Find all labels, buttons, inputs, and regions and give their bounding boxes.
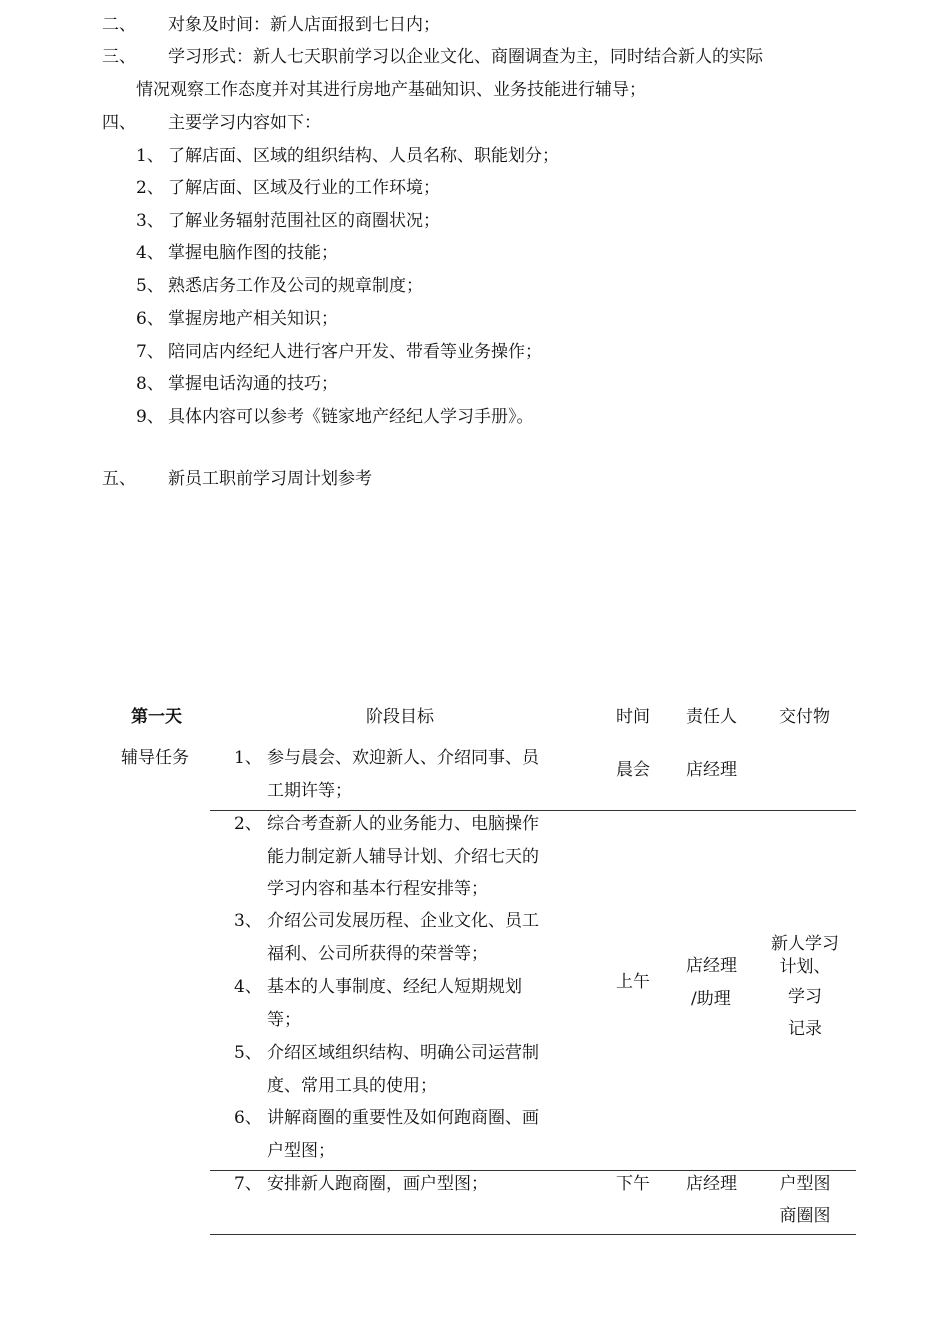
task-text: 介绍公司发展历程、企业文化、员工: [267, 911, 539, 931]
header-owner: 责任人: [686, 707, 737, 727]
list-item-number: 7、: [136, 342, 164, 362]
list-item-number: 9、: [136, 407, 164, 427]
task-text: 户型图；: [267, 1141, 335, 1161]
deliverable-cell: 学习: [788, 987, 822, 1007]
task-text: 安排新人跑商圈，画户型图；: [267, 1174, 488, 1194]
task-text: 讲解商圈的重要性及如何跑商圈、画: [267, 1108, 539, 1128]
owner-cell: 店经理: [686, 760, 737, 780]
row-divider: [210, 810, 856, 811]
section-3-text-line2: 情况观察工作态度并对其进行房地产基础知识、业务技能进行辅导；: [136, 80, 646, 100]
task-text: 综合考查新人的业务能力、电脑操作: [267, 814, 539, 834]
section-4-number: 四、: [102, 113, 136, 133]
section-2-text: 对象及时间：新人店面报到七日内；: [168, 15, 440, 35]
table-bottom-border: [210, 1234, 856, 1235]
deliverable-cell: 商圈图: [779, 1206, 831, 1226]
list-item-number: 8、: [136, 374, 164, 394]
time-cell: 下午: [616, 1174, 650, 1194]
task-text: 能力制定新人辅导计划、介绍七天的: [267, 847, 539, 867]
list-item: 陪同店内经纪人进行客户开发、带看等业务操作；: [168, 342, 542, 362]
deliverable-cell: 新人学习: [771, 934, 839, 954]
task-number: 7、: [234, 1174, 262, 1194]
owner-cell: 店经理: [686, 956, 737, 976]
task-text: 学习内容和基本行程安排等；: [267, 879, 488, 899]
row-label: 辅导任务: [121, 748, 189, 768]
task-number: 5、: [234, 1043, 262, 1063]
section-3-text-line1: 学习形式：新人七天职前学习以企业文化、商圈调查为主，同时结合新人的实际: [168, 47, 763, 67]
time-cell: 晨会: [616, 760, 650, 780]
section-2-number: 二、: [102, 15, 136, 35]
header-deliverable: 交付物: [779, 707, 830, 727]
task-text: 度、常用工具的使用；: [267, 1076, 437, 1096]
deliverable-cell: 户型图: [779, 1174, 831, 1194]
deliverable-cell: 计划、: [779, 957, 831, 977]
list-item-number: 5、: [136, 276, 164, 296]
list-item: 熟悉店务工作及公司的规章制度；: [168, 276, 423, 296]
task-number: 2、: [234, 814, 262, 834]
section-5-number: 五、: [102, 469, 136, 489]
task-number: 6、: [234, 1108, 262, 1128]
list-item-number: 3、: [136, 211, 164, 231]
list-item-number: 4、: [136, 243, 164, 263]
task-text: 工期许等；: [267, 781, 352, 801]
task-text: 基本的人事制度、经纪人短期规划: [267, 977, 522, 997]
task-number: 4、: [234, 977, 262, 997]
task-text: 介绍区域组织结构、明确公司运营制: [267, 1043, 539, 1063]
owner-cell: /助理: [691, 989, 731, 1009]
list-item-number: 2、: [136, 178, 164, 198]
task-number: 1、: [234, 748, 262, 768]
list-item: 具体内容可以参考《链家地产经纪人学习手册》。: [168, 407, 534, 427]
list-item: 掌握电话沟通的技巧；: [168, 374, 338, 394]
list-item-number: 6、: [136, 309, 164, 329]
time-cell: 上午: [616, 972, 650, 992]
list-item-number: 1、: [136, 146, 164, 166]
list-item: 了解店面、区域的组织结构、人员名称、职能划分；: [168, 146, 559, 166]
list-item: 了解店面、区域及行业的工作环境；: [168, 178, 440, 198]
task-text: 参与晨会、欢迎新人、介绍同事、员: [267, 748, 539, 768]
task-text: 等；: [267, 1010, 301, 1030]
list-item: 掌握房地产相关知识；: [168, 309, 338, 329]
section-4-text: 主要学习内容如下：: [168, 113, 321, 133]
section-5-text: 新员工职前学习周计划参考: [168, 469, 372, 489]
row-divider: [210, 1170, 856, 1171]
header-day: 第一天: [131, 707, 182, 727]
list-item: 掌握电脑作图的技能；: [168, 243, 338, 263]
deliverable-cell: 记录: [788, 1019, 822, 1039]
section-3-number: 三、: [102, 47, 136, 67]
list-item: 了解业务辐射范围社区的商圈状况；: [168, 211, 440, 231]
header-time: 时间: [616, 707, 650, 727]
owner-cell: 店经理: [686, 1174, 737, 1194]
task-text: 福利、公司所获得的荣誉等；: [267, 944, 488, 964]
task-number: 3、: [234, 911, 262, 931]
header-goal: 阶段目标: [366, 707, 434, 727]
